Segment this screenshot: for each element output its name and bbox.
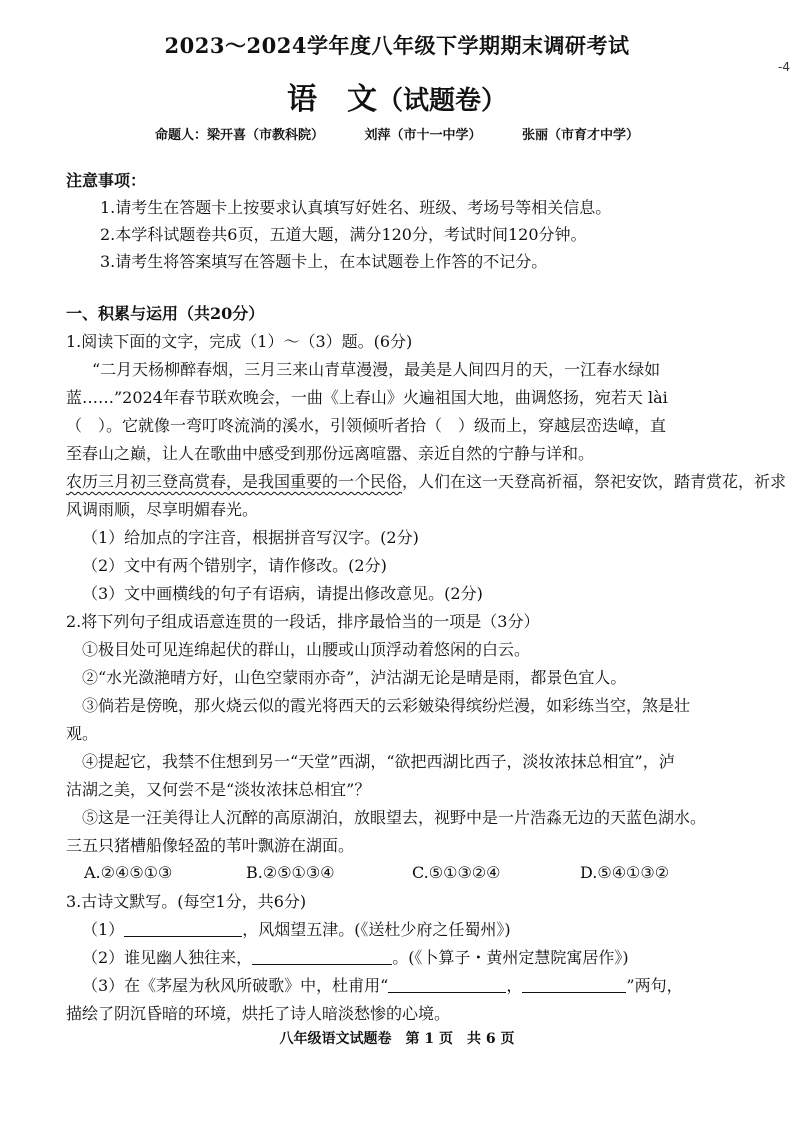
q3-blank-3[interactable]	[388, 976, 506, 993]
q1-passage-line-5	[66, 471, 786, 493]
note-item-2: 2.本学科试题卷共6页，五道大题，满分120分，考试时间120分钟。	[100, 225, 587, 244]
subject-name: 语 文	[286, 82, 377, 117]
q1-passage-line-1: “二月天杨柳醉春烟，三月三来山青草漫漫，最美是人间四月的天，一江春水绿如	[92, 360, 661, 379]
q1-passage-line-2: 蓝……”2024年春节联欢晚会，一曲《上春山》火遍祖国大地，曲调悠扬，宛若天 lài	[66, 388, 668, 407]
section-heading: 一、积累与运用（共20分）	[66, 304, 265, 323]
notes-heading: 注意事项：	[66, 171, 147, 190]
q3-l3-pre: （3）在《茅屋为秋风所破歌》中，杜甫用“	[82, 976, 389, 995]
q3-l2-post: 。(《卜算子・黄州定慧院寓居作》)	[392, 948, 629, 967]
q2-sentence-4: ④提起它，我禁不住想到另一“天堂”西湖，“欲把西湖比西子，淡妆浓抹总相宜”，泸	[82, 752, 675, 771]
q1-sub-3: （3）文中画横线的句子有语病，请提出修改意见。(2分)	[82, 584, 483, 603]
exam-title: 2023～2024学年度八年级下学期期末调研考试	[164, 33, 630, 58]
q2-sentence-3-cont: 观。	[66, 724, 99, 743]
q3-line-4: 描绘了阴沉昏暗的环境，烘托了诗人暗淡愁惨的心境。	[66, 1004, 451, 1023]
q2-sentence-1: ①极目处可见连绵起伏的群山，山腰或山顶浮动着悠闲的白云。	[82, 640, 531, 659]
q1-passage-line-4	[66, 443, 594, 465]
subject-suffix: （试题卷）	[376, 86, 507, 116]
author-3: 张丽（市育才中学）	[522, 128, 640, 143]
page-footer: 八年级语文试题卷 第 1 页 共 6 页	[279, 1031, 515, 1047]
q3-line-3	[82, 975, 683, 997]
q1-sub-1: （1）给加点的字注音，根据拼音写汉字。(2分)	[82, 528, 419, 547]
q3-line-2	[82, 947, 629, 969]
author-2: 刘萍（市十一中学）	[364, 128, 482, 143]
q3-l1-pre: （1）	[82, 920, 125, 939]
q2-option-d: D.⑤④①③②	[580, 863, 670, 882]
q2-option-a: A.②④⑤①③	[84, 863, 173, 882]
q2-option-c: C.⑤①③②④	[412, 863, 501, 882]
q3-blank-1[interactable]	[124, 920, 242, 937]
q2-sentence-5-cont: 三五只猪槽船像轻盈的苇叶飘游在湖面。	[66, 836, 355, 855]
q3-line-1	[82, 919, 511, 941]
q3-l1-post: ，风烟望五津。(《送杜少府之任蜀州》)	[242, 920, 511, 939]
q3-blank-2[interactable]	[252, 948, 392, 965]
q2-sentence-4-cont: 沽湖之美，又何尝不是“淡妆浓抹总相宜”？	[66, 780, 371, 799]
q1-underlined-sentence-visible: 农历三月初三登高赏春，是我国重要的一个民俗	[66, 472, 403, 491]
margin-mark: -4	[778, 60, 790, 74]
q3-blank-4[interactable]	[522, 976, 626, 993]
q1-stem: 1.阅读下面的文字，完成（1）～（3）题。(6分)	[66, 332, 413, 351]
q2-sentence-3: ③倘若是傍晚，那火烧云似的霞光将西天的云彩皴染得缤纷烂漫，如彩练当空，煞是壮	[82, 696, 691, 715]
q2-sentence-2: ②“水光潋滟晴方好，山色空蒙雨亦奇”，泸沽湖无论是晴是雨，都景色宜人。	[82, 668, 627, 687]
q3-l2-pre: （2）谁见幽人独往来，	[82, 948, 253, 967]
q2-sentence-5: ⑤这是一汪美得让人沉醉的高原湖泊，放眼望去，视野中是一片浩淼无边的天蓝色湖水。	[82, 808, 707, 827]
q1-passage-cont: ，人们在这一天登高祈福，祭祀安饮，踏青赏花，祈求	[402, 472, 787, 491]
note-item-1: 1.请考生在答题卡上按要求认真填写好姓名、班级、考场号等相关信息。	[100, 198, 612, 217]
subject-title	[0, 74, 794, 118]
q1-passage-line-6: 风调雨顺，尽享明媚春光。	[66, 500, 259, 519]
q2-option-b: B.②⑤①③④	[246, 863, 335, 882]
author-1: 命题人：梁开喜（市教科院）	[154, 128, 324, 143]
authors-line	[0, 124, 794, 143]
q2-stem: 2.将下列句子组成语意连贯的一段话，排序最恰当的一项是（3分）	[66, 612, 540, 631]
q3-l3-mid: ，	[506, 976, 523, 995]
note-item-3: 3.请考生将答案填写在答题卡上，在本试题卷上作答的不记分。	[100, 252, 548, 271]
q3-stem: 3.古诗文默写。(每空1分，共6分)	[66, 892, 307, 911]
q1-passage-line-3: （ ）。它就像一弯叮咚流淌的溪水，引领倾听者拾（ ）级而上，穿越层峦迭嶂，直	[66, 416, 667, 435]
q1-passage-text: 至春山之巅，让人在歌曲中感受到那份远离喧嚣、亲近自然的宁静与详和。	[66, 444, 595, 463]
q3-l3-post: ”两句，	[626, 976, 683, 995]
q1-sub-2: （2）文中有两个错别字，请作修改。(2分)	[82, 556, 387, 575]
